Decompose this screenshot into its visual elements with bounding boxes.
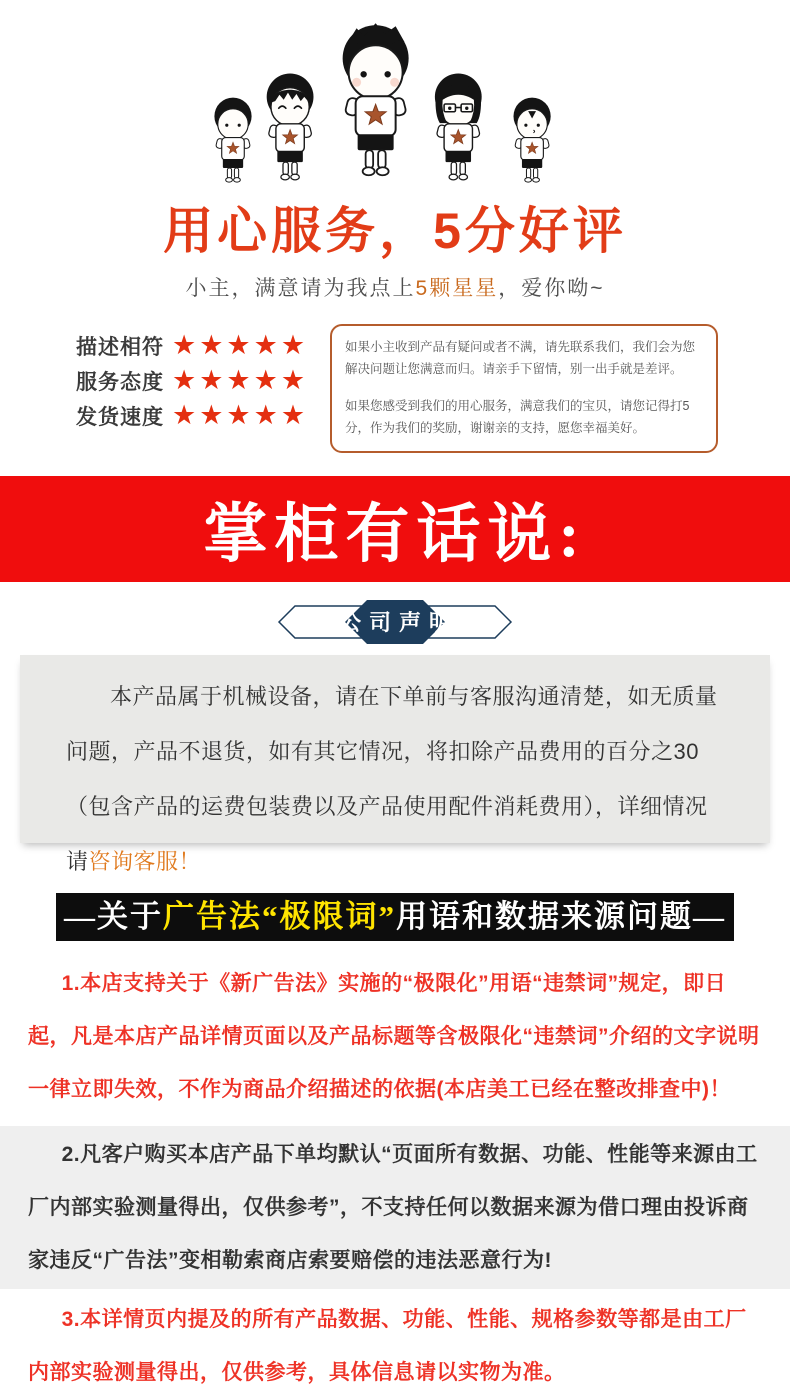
service-note-bubble xyxy=(330,324,718,453)
rating-row-description xyxy=(76,328,314,363)
service-pledge-row xyxy=(76,324,718,453)
adlaw-paragraph-3: 3.本详情页内提及的所有产品数据、功能、性能、规格参数等都是由工厂内部实验测量得出，仅供参考，具体信息请以实物为准。 xyxy=(28,1307,747,1384)
company-statement-box xyxy=(20,655,770,874)
page-title: 用心服务，5分好评 xyxy=(163,203,627,259)
kid-figure xyxy=(343,23,409,175)
subtitle-prefix: 小主，满意请为我点上 xyxy=(185,277,416,300)
shopkeeper-banner-label: 掌柜有话说: xyxy=(203,498,587,570)
rating-row-shipping xyxy=(76,398,314,433)
rating-label: 发货速度 xyxy=(76,405,164,429)
statement-ribbon-icon xyxy=(275,597,515,647)
contact-service-link[interactable]: 咨询客服！ xyxy=(88,848,202,874)
shopkeeper-banner xyxy=(0,476,790,582)
service-note-paragraph: 如果您感受到我们的用心服务，满意我们的宝贝，请您记得打5分，作为我们的奖励，谢谢亲的支持，愿您幸福美好。 xyxy=(345,398,690,435)
rating-list xyxy=(76,324,314,433)
subtitle-star-highlight: 5颗星星 xyxy=(415,277,499,300)
badge-label: 公司声明 xyxy=(338,609,460,635)
adlaw-banner-highlight: 广告法“极限词” xyxy=(163,898,396,934)
adlaw-paragraph-1: 1.本店支持关于《新广告法》实施的“极限化”用语“违禁词”规定，即日起，凡是本店产品详情页面以及产品标题等含极限化“违禁词”介绍的文字说明一律立即失效，不作为商品介绍描述的依据(本店美工已经在整改排查中)！ xyxy=(28,971,760,1101)
adlaw-paragraph-2: 2.凡客户购买本店产品下单均默认“页面所有数据、功能、性能等来源由工厂内部实验测量得出，仅供参考”，不支持任何以数据来源为借口理由投诉商家违反“广告法”变相勒索商店索要赔偿的违法恶意行为! xyxy=(28,1142,758,1272)
kid-figure xyxy=(435,73,482,179)
five-star-icons: ★★★★★ xyxy=(172,365,309,395)
rating-label: 描述相符 xyxy=(76,335,164,359)
kid-figure xyxy=(214,98,251,183)
five-star-icons: ★★★★★ xyxy=(172,400,309,430)
kid-figure xyxy=(513,98,550,183)
subtitle xyxy=(0,272,790,302)
rating-row-service xyxy=(76,363,314,398)
adlaw-banner-tail: 用语和数据来源问题— xyxy=(396,898,726,934)
subtitle-suffix: ，爱你呦~ xyxy=(498,277,605,300)
adlaw-banner-lead: —关于 xyxy=(64,898,163,934)
adlaw-banner xyxy=(56,893,734,941)
kids-illustration xyxy=(182,14,582,196)
company-statement-badge xyxy=(275,597,515,647)
statement-body: 本产品属于机械设备，请在下单前与客服沟通清楚，如无质量问题，产品不退货，如有其它情况，将扣除产品费用的百分之30（包含产品的运费包装费以及产品使用配件消耗费用），详细情况请 xyxy=(66,683,718,874)
rating-label: 服务态度 xyxy=(76,370,164,394)
kid-figure xyxy=(267,73,314,179)
service-note-paragraph: 如果小主收到产品有疑问或者不满，请先联系我们，我们会为您解决问题让您满意而归。请亲手下留情，别一出手就是差评。 xyxy=(345,340,696,376)
adlaw-paragraph-2-band xyxy=(0,1126,790,1289)
five-star-icons: ★★★★★ xyxy=(172,330,309,360)
